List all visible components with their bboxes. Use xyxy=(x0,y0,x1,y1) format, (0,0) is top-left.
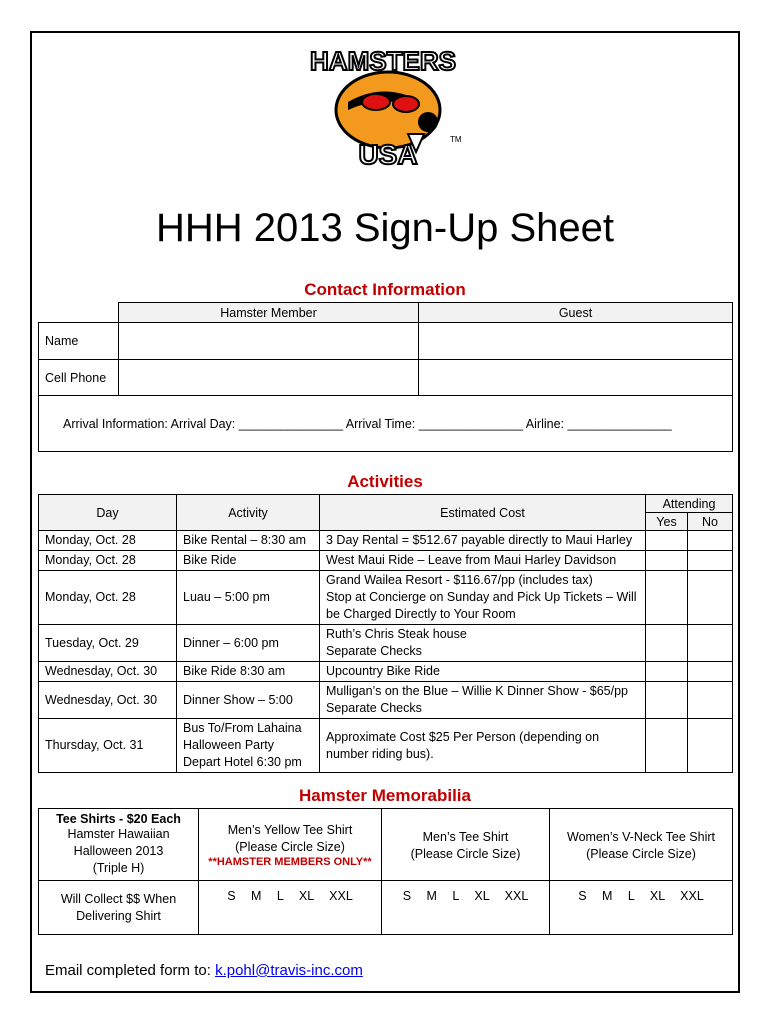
cost-cell: Grand Wailea Resort - $116.67/pp (includes tax) Stop at Concierge on Sunday and Pick Up Tickets – Will be Charged Directly to Your Room xyxy=(320,571,646,625)
day-cell: Thursday, Oct. 31 xyxy=(39,719,177,773)
activities-heading: Activities xyxy=(347,472,423,491)
members-only-note: **HAMSTER MEMBERS ONLY** xyxy=(208,855,372,868)
hamsters-usa-logo xyxy=(288,42,478,172)
table-row xyxy=(39,571,733,625)
day-cell: Monday, Oct. 28 xyxy=(39,551,177,571)
day-cell: Tuesday, Oct. 29 xyxy=(39,625,177,662)
guest-name-field[interactable] xyxy=(419,323,733,360)
attending-yes-cell[interactable] xyxy=(646,551,688,571)
activities-table xyxy=(38,494,733,773)
memorabilia-table xyxy=(38,808,733,935)
table-row xyxy=(39,551,733,571)
womens-vneck-title: Women’s V-Neck Tee Shirt (Please Circle Size) xyxy=(567,830,715,861)
table-row xyxy=(39,662,733,682)
activity-cell: Bike Ride 8:30 am xyxy=(177,662,320,682)
attending-yes-cell[interactable] xyxy=(646,531,688,551)
attending-yes-cell[interactable] xyxy=(646,662,688,682)
page-title: HHH 2013 Sign-Up Sheet xyxy=(155,206,615,250)
attending-yes-cell[interactable] xyxy=(646,571,688,625)
row-label-cell-phone: Cell Phone xyxy=(39,360,119,396)
attending-yes-cell[interactable] xyxy=(646,719,688,773)
col-estimated-cost: Estimated Cost xyxy=(320,495,646,531)
attending-no-cell[interactable] xyxy=(688,531,733,551)
mens-yellow-sizes[interactable]: S M L XL XXL xyxy=(199,881,382,935)
col-attending: Attending xyxy=(646,495,733,513)
attending-no-cell[interactable] xyxy=(688,571,733,625)
memorabilia-heading: Hamster Memorabilia xyxy=(299,786,471,805)
day-cell: Monday, Oct. 28 xyxy=(39,571,177,625)
attending-no-cell[interactable] xyxy=(688,719,733,773)
svg-text:HAMSTERS: HAMSTERS xyxy=(310,46,456,76)
member-name-field[interactable] xyxy=(119,323,419,360)
activity-cell: Bike Rental – 8:30 am xyxy=(177,531,320,551)
mens-yellow-tee-title: Men’s Yellow Tee Shirt (Please Circle Size) xyxy=(227,822,353,854)
mens-tee-sizes[interactable]: S M L XL XXL xyxy=(382,881,550,935)
day-cell: Wednesday, Oct. 30 xyxy=(39,662,177,682)
col-activity: Activity xyxy=(177,495,320,531)
activity-cell: Dinner – 6:00 pm xyxy=(177,625,320,662)
cost-cell: Approximate Cost $25 Per Person (depending on number riding bus). xyxy=(320,719,646,773)
womens-vneck-tee xyxy=(550,809,733,881)
attending-no-cell[interactable] xyxy=(688,551,733,571)
arrival-information[interactable]: Arrival Information: Arrival Day: _______________ Arrival Time: _______________ Airline: _______________ xyxy=(39,396,733,452)
womens-vneck-sizes[interactable]: S M L XL XXL xyxy=(550,881,733,935)
col-hamster-member: Hamster Member xyxy=(119,303,419,323)
activity-cell: Dinner Show – 5:00 xyxy=(177,682,320,719)
col-day: Day xyxy=(39,495,177,531)
guest-phone-field[interactable] xyxy=(419,360,733,396)
tee-shirt-price: Tee Shirts - $20 Each xyxy=(56,812,181,826)
collect-note: Will Collect $$ When Delivering Shirt xyxy=(39,881,199,935)
col-yes: Yes xyxy=(646,513,688,531)
table-row xyxy=(39,531,733,551)
day-cell: Monday, Oct. 28 xyxy=(39,531,177,551)
activity-cell: Luau – 5:00 pm xyxy=(177,571,320,625)
table-row xyxy=(39,682,733,719)
day-cell: Wednesday, Oct. 30 xyxy=(39,682,177,719)
contact-table xyxy=(38,302,733,452)
mens-yellow-tee xyxy=(199,809,382,881)
attending-yes-cell[interactable] xyxy=(646,682,688,719)
blank-corner xyxy=(39,303,119,323)
email-link[interactable]: k.pohl@travis-inc.com xyxy=(215,962,363,979)
row-label-name: Name xyxy=(39,323,119,360)
attending-no-cell[interactable] xyxy=(688,625,733,662)
svg-text:USA: USA xyxy=(358,139,418,170)
attending-no-cell[interactable] xyxy=(688,662,733,682)
cost-cell: Mulligan’s on the Blue – Willie K Dinner Show - $65/pp Separate Checks xyxy=(320,682,646,719)
svg-text:TM: TM xyxy=(450,135,462,144)
attending-no-cell[interactable] xyxy=(688,682,733,719)
contact-heading: Contact Information xyxy=(304,280,466,299)
email-prefix: Email completed form to: xyxy=(45,962,216,979)
col-no: No xyxy=(688,513,733,531)
cost-cell: West Maui Ride – Leave from Maui Harley Davidson xyxy=(320,551,646,571)
cost-cell: Ruth’s Chris Steak house Separate Checks xyxy=(320,625,646,662)
table-row xyxy=(39,625,733,662)
activity-cell: Bus To/From Lahaina Halloween Party Depart Hotel 6:30 pm xyxy=(177,719,320,773)
tee-shirt-description: Hamster Hawaiian Halloween 2013 (Triple H) xyxy=(67,827,170,875)
cost-cell: 3 Day Rental = $512.67 payable directly to Maui Harley xyxy=(320,531,646,551)
tee-shirt-info xyxy=(39,809,199,881)
attending-yes-cell[interactable] xyxy=(646,625,688,662)
activity-cell: Bike Ride xyxy=(177,551,320,571)
cost-cell: Upcountry Bike Ride xyxy=(320,662,646,682)
mens-tee xyxy=(382,809,550,881)
member-phone-field[interactable] xyxy=(119,360,419,396)
col-guest: Guest xyxy=(419,303,733,323)
table-row xyxy=(39,719,733,773)
mens-tee-title: Men’s Tee Shirt (Please Circle Size) xyxy=(410,830,521,861)
email-line xyxy=(45,962,363,979)
